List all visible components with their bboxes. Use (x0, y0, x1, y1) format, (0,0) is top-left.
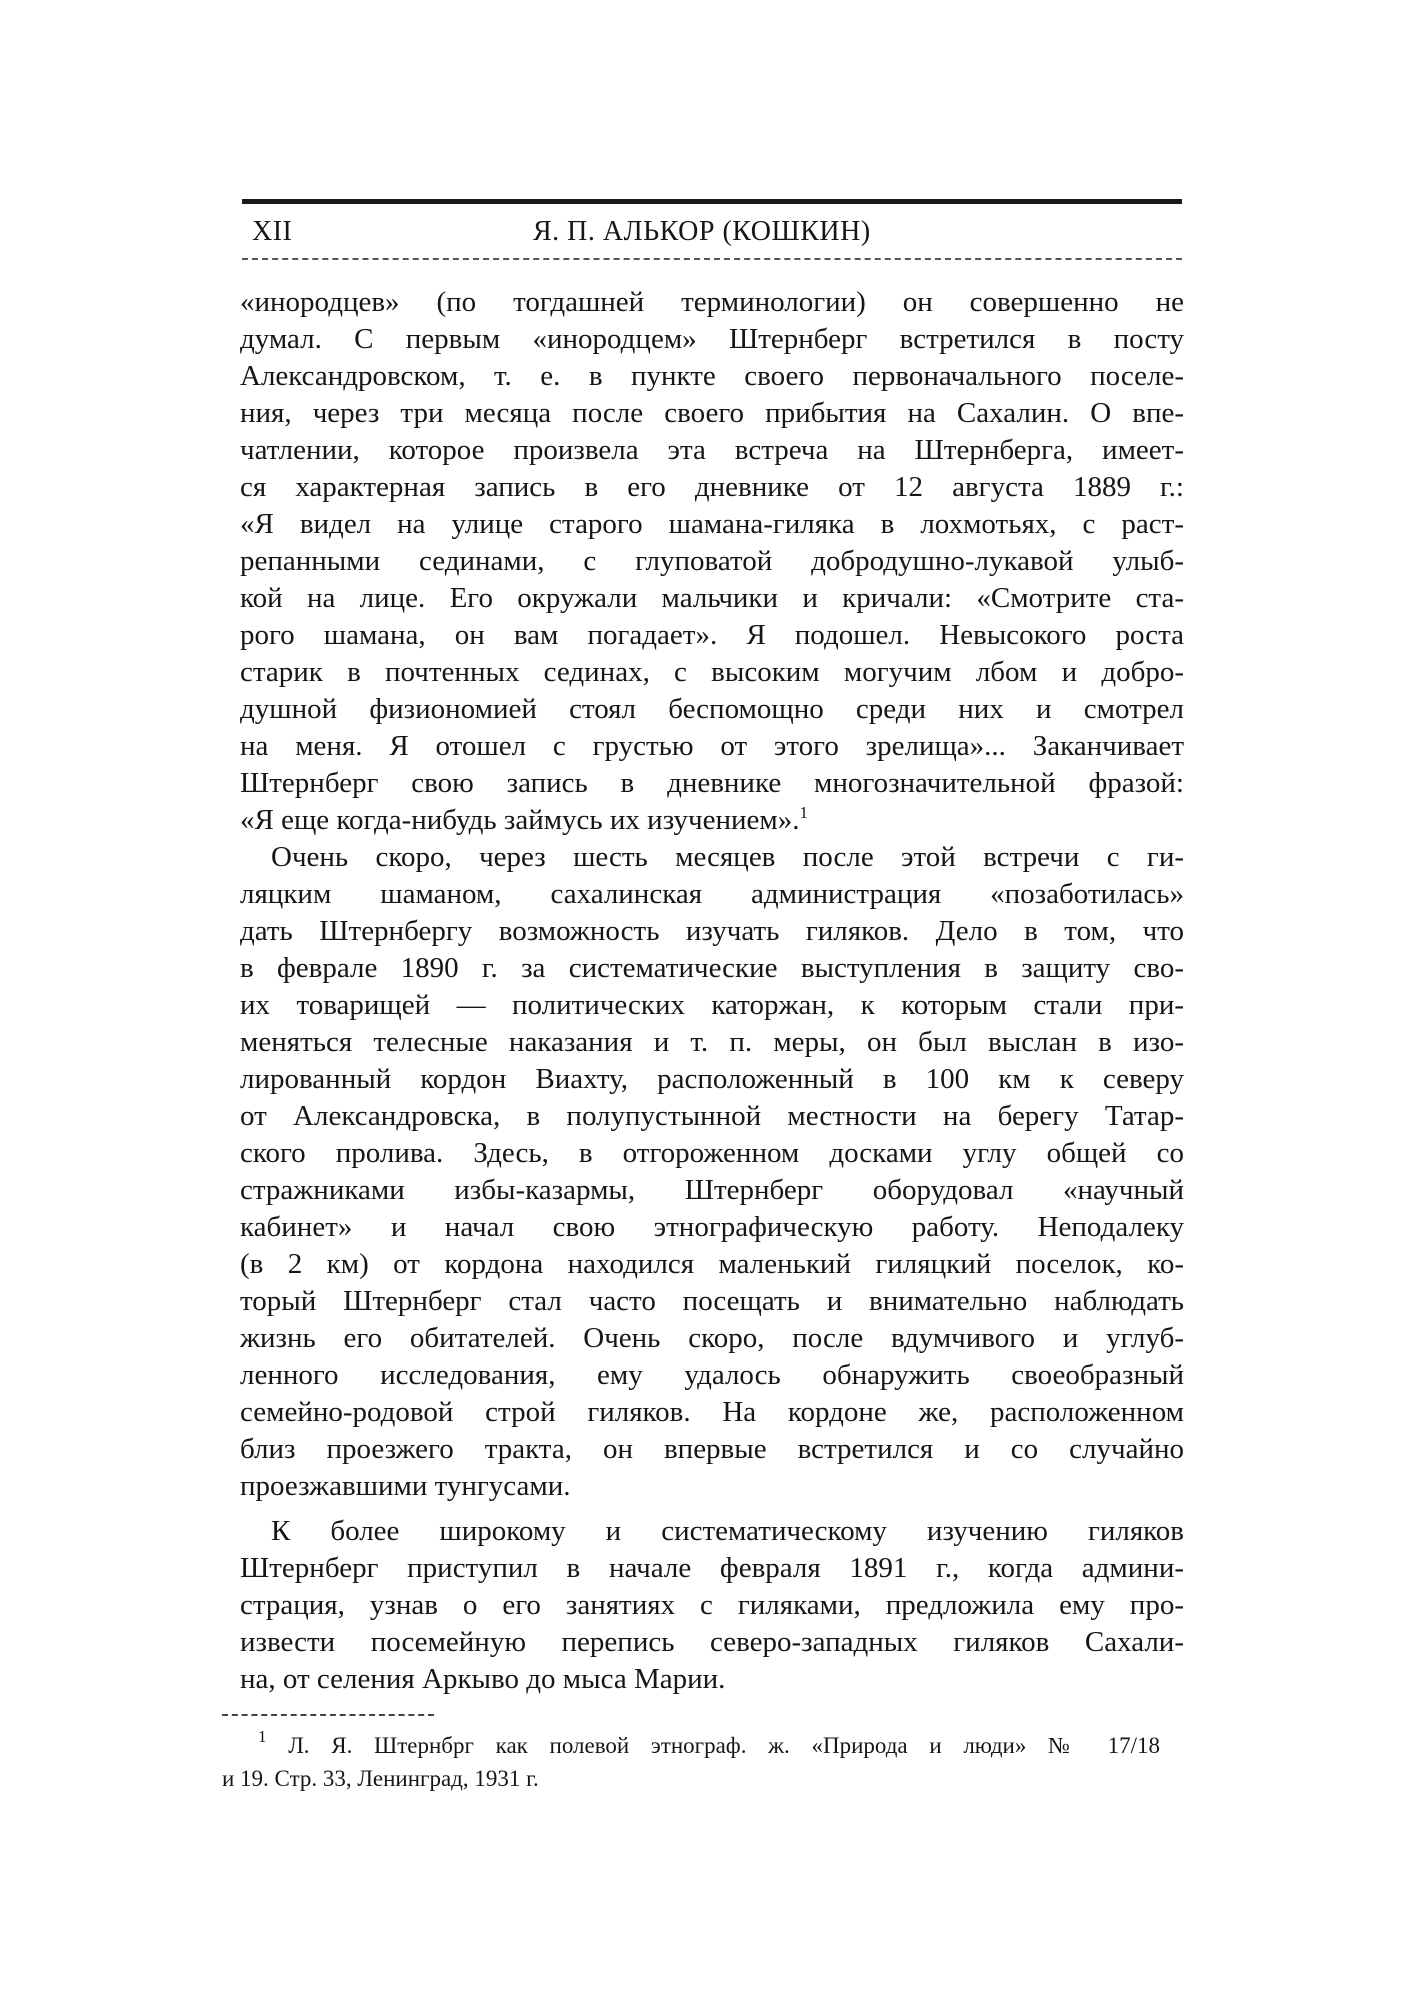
text-line: стражниками избы-казармы, Штернберг оборудовал «научный (240, 1174, 1184, 1206)
text-line: жизнь его обитателей. Очень скоро, после вдумчивого и углуб- (240, 1322, 1184, 1354)
text-line: лированный кордон Виахту, расположенный в 100 км к северу (240, 1063, 1184, 1095)
text-line: меняться телесные наказания и т. п. меры, он был выслан в изо- (240, 1026, 1184, 1058)
text-line: Штернберг свою запись в дневнике многозначительной фразой: (240, 767, 1184, 799)
text-line: на, от селения Аркыво до мыса Марии. (240, 1663, 726, 1695)
text-line: Александровском, т. е. в пункте своего первоначального поселе- (240, 360, 1184, 392)
header-rule-bottom (242, 258, 1182, 260)
footnote-line (258, 1730, 1160, 1762)
text-line: душной физиономией стоял беспомощно среди них и смотрел (240, 693, 1184, 725)
text-line: ленного исследования, ему удалось обнаружить своеобразный (240, 1359, 1184, 1391)
text-line: близ проезжего тракта, он впервые встретился и со случайно (240, 1433, 1184, 1465)
header-rule-top (242, 199, 1182, 204)
text-line: старик в почтенных сединах, с высоким могучим лбом и добро- (240, 656, 1184, 688)
footnote-line: и 19. Стр. 33, Ленинград, 1931 г. (222, 1766, 539, 1791)
text-line: «инородцев» (по тогдашней терминологии) он совершенно не (240, 286, 1184, 318)
text-line: их товарищей — политических каторжан, к которым стали при- (240, 989, 1184, 1021)
text-line: торый Штернберг стал часто посещать и внимательно наблюдать (240, 1285, 1184, 1317)
text-line: извести посемейную перепись северо-западных гиляков Сахали- (240, 1626, 1184, 1658)
text-line: семейно-родовой строй гиляков. На кордоне же, расположенном (240, 1396, 1184, 1428)
text-line: ского пролива. Здесь, в отгороженном досками углу общей со (240, 1137, 1184, 1169)
paragraph-start-line: К более широкому и систематическому изучению гиляков (271, 1515, 1184, 1547)
text-line: «Я видел на улице старого шамана-гиляка в лохмотьях, с раст- (240, 508, 1184, 540)
text-line: кой на лице. Его окружали мальчики и кричали: «Смотрите ста- (240, 582, 1184, 614)
text-line: дать Штернбергу возможность изучать гиляков. Дело в том, что (240, 915, 1184, 947)
footnote-ref: 1 (799, 803, 809, 822)
page-number: XII (252, 216, 293, 247)
text-line: Штернберг приступил в начале февраля 1891 г., когда админи- (240, 1552, 1184, 1584)
text-line: репанными сединами, с глуповатой добродушно-лукавой улыб- (240, 545, 1184, 577)
text-line: ся характерная запись в его дневнике от 12 августа 1889 г.: (240, 471, 1184, 503)
text-line-content: «Я еще когда-нибудь займусь их изучением». (240, 804, 800, 836)
footnote-marker: 1 (258, 1730, 267, 1746)
text-line: в феврале 1890 г. за систематические выступления в защиту сво- (240, 952, 1184, 984)
text-line: чатлении, которое произвела эта встреча на Штернберга, имеет- (240, 434, 1184, 466)
running-head: Я. П. АЛЬКОР (КОШКИН) (533, 216, 871, 247)
paragraph-start-line: Очень скоро, через шесть месяцев после этой встречи с ги- (271, 841, 1184, 873)
text-line: ляцким шаманом, сахалинская администрация «позаботилась» (240, 878, 1184, 910)
text-line: от Александровска, в полупустынной местности на берегу Татар- (240, 1100, 1184, 1132)
text-line: кабинет» и начал свою этнографическую работу. Неподалеку (240, 1211, 1184, 1243)
text-line: страция, узнав о его занятиях с гиляками, предложила ему про- (240, 1589, 1184, 1621)
text-line: ния, через три месяца после своего прибытия на Сахалин. О впе- (240, 397, 1184, 429)
text-line-with-footnote-ref (240, 801, 1184, 839)
text-line: проезжавшими тунгусами. (240, 1470, 571, 1502)
text-line: думал. С первым «инородцем» Штернберг встретился в посту (240, 323, 1184, 355)
text-line: рого шамана, он вам погадает». Я подошел. Невысокого роста (240, 619, 1184, 651)
text-line: (в 2 км) от кордона находился маленький гиляцкий поселок, ко- (240, 1248, 1184, 1280)
footnote-rule (222, 1714, 434, 1716)
text-line: на меня. Я отошел с грустью от этого зрелища»... Заканчивает (240, 730, 1184, 762)
footnote-text: Л. Я. Штернбрг как полевой этнограф. ж. «Природа и люди» № 17/18 (288, 1733, 1160, 1758)
